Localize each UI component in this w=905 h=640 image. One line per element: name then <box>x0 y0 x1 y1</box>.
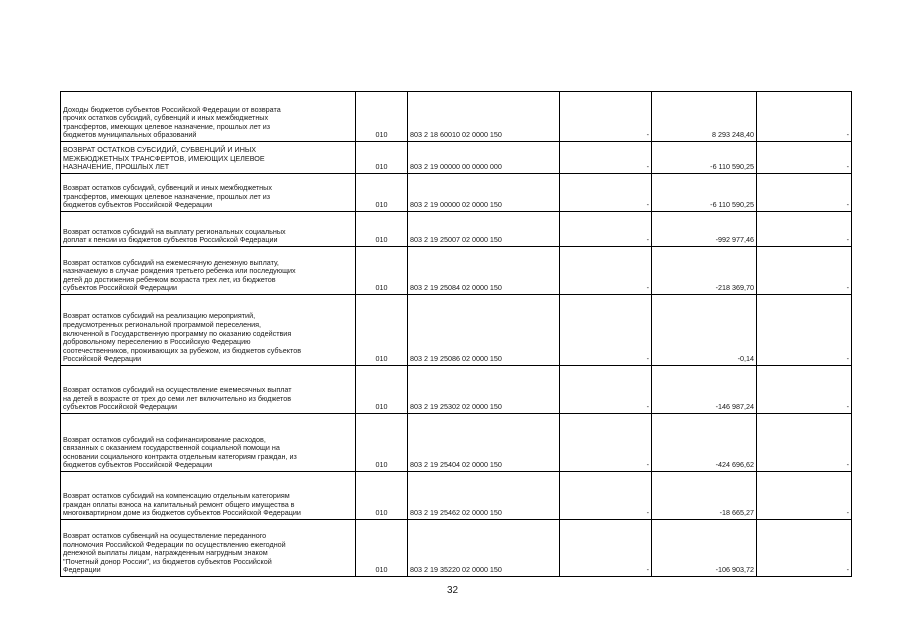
row-code-cell: 010 <box>356 212 408 247</box>
row-name-cell: Возврат остатков субсидий на выплату региональных социальных доплат к пенсии из бюджетов субъектов Российской Федерации <box>61 212 356 247</box>
row-col4-cell: - <box>560 520 652 577</box>
row-name-cell: Возврат остатков субсидий на софинансирование расходов, связанных с оказанием государственной социальной помощи на основании социального контракта отдельным категориям граждан, из бюджетов субъектов Российской Федерации <box>61 414 356 472</box>
row-name-cell: Возврат остатков субсидий на ежемесячную денежную выплату, назначаемую в случае рождения третьего ребенка или последующих детей до достижения ребенком возраста трех лет, из бюджетов субъектов Российской Федерации <box>61 247 356 295</box>
row-col4-cell: - <box>560 142 652 174</box>
row-col6-cell: - <box>757 295 852 366</box>
row-code-cell: 010 <box>356 472 408 520</box>
row-amount-cell: -218 369,70 <box>652 247 757 295</box>
page-number: 32 <box>446 585 459 596</box>
row-kbk-cell: 803 2 19 25086 02 0000 150 <box>408 295 560 366</box>
row-kbk-cell: 803 2 19 00000 02 0000 150 <box>408 174 560 212</box>
budget-report-table <box>60 91 852 577</box>
row-col6-cell: - <box>757 366 852 414</box>
table-row <box>61 92 852 142</box>
row-name-cell: Возврат остатков субвенций на осуществление переданного полномочия Российской Федерации по осуществлению ежегодной денежной выплаты лицам, награжденным нагрудным знаком "Почетный донор России", из бюджетов субъектов Российской Федерации <box>61 520 356 577</box>
row-amount-cell: -6 110 590,25 <box>652 142 757 174</box>
row-kbk-cell: 803 2 19 25007 02 0000 150 <box>408 212 560 247</box>
table-row <box>61 366 852 414</box>
row-col6-cell: - <box>757 520 852 577</box>
row-code-cell: 010 <box>356 92 408 142</box>
row-col4-cell: - <box>560 92 652 142</box>
row-name-cell: Возврат остатков субсидий, субвенций и иных межбюджетных трансфертов, имеющих целевое назначение, прошлых лет из бюджетов субъектов Российской Федерации <box>61 174 356 212</box>
row-kbk-cell: 803 2 19 00000 00 0000 000 <box>408 142 560 174</box>
row-col6-cell: - <box>757 92 852 142</box>
row-col6-cell: - <box>757 142 852 174</box>
row-col4-cell: - <box>560 212 652 247</box>
row-col6-cell: - <box>757 174 852 212</box>
row-kbk-cell: 803 2 18 60010 02 0000 150 <box>408 92 560 142</box>
row-name-cell: Доходы бюджетов субъектов Российской Федерации от возврата прочих остатков субсидий, субвенций и иных межбюджетных трансфертов, имеющих целевое назначение, прошлых лет из бюджетов муниципальных образований <box>61 92 356 142</box>
row-col4-cell: - <box>560 295 652 366</box>
row-kbk-cell: 803 2 19 25084 02 0000 150 <box>408 247 560 295</box>
row-col6-cell: - <box>757 247 852 295</box>
row-col6-cell: - <box>757 472 852 520</box>
row-col4-cell: - <box>560 414 652 472</box>
row-code-cell: 010 <box>356 247 408 295</box>
row-kbk-cell: 803 2 19 25302 02 0000 150 <box>408 366 560 414</box>
row-amount-cell: -106 903,72 <box>652 520 757 577</box>
row-col4-cell: - <box>560 174 652 212</box>
table-row <box>61 295 852 366</box>
table-row <box>61 247 852 295</box>
row-col4-cell: - <box>560 247 652 295</box>
row-kbk-cell: 803 2 19 25462 02 0000 150 <box>408 472 560 520</box>
row-col6-cell: - <box>757 414 852 472</box>
row-code-cell: 010 <box>356 174 408 212</box>
row-amount-cell: -424 696,62 <box>652 414 757 472</box>
table-row <box>61 174 852 212</box>
row-amount-cell: -992 977,46 <box>652 212 757 247</box>
row-code-cell: 010 <box>356 142 408 174</box>
row-kbk-cell: 803 2 19 35220 02 0000 150 <box>408 520 560 577</box>
row-amount-cell: -146 987,24 <box>652 366 757 414</box>
row-code-cell: 010 <box>356 520 408 577</box>
row-amount-cell: -0,14 <box>652 295 757 366</box>
row-amount-cell: 8 293 248,40 <box>652 92 757 142</box>
row-col4-cell: - <box>560 366 652 414</box>
row-code-cell: 010 <box>356 366 408 414</box>
row-name-cell: Возврат остатков субсидий на осуществление ежемесячных выплат на детей в возрасте от трех до семи лет включительно из бюджетов субъектов Российской Федерации <box>61 366 356 414</box>
row-name-cell: Возврат остатков субсидий на компенсацию отдельным категориям граждан оплаты взноса на капитальный ремонт общего имущества в многоквартирном доме из бюджетов субъектов Российской Федерации <box>61 472 356 520</box>
table-row <box>61 414 852 472</box>
table-row <box>61 472 852 520</box>
row-kbk-cell: 803 2 19 25404 02 0000 150 <box>408 414 560 472</box>
row-amount-cell: -6 110 590,25 <box>652 174 757 212</box>
row-code-cell: 010 <box>356 295 408 366</box>
row-amount-cell: -18 665,27 <box>652 472 757 520</box>
row-col4-cell: - <box>560 472 652 520</box>
row-col6-cell: - <box>757 212 852 247</box>
row-code-cell: 010 <box>356 414 408 472</box>
table-row <box>61 142 852 174</box>
table-row <box>61 212 852 247</box>
row-name-cell: ВОЗВРАТ ОСТАТКОВ СУБСИДИЙ, СУБВЕНЦИЙ И ИНЫХ МЕЖБЮДЖЕТНЫХ ТРАНСФЕРТОВ, ИМЕЮЩИХ ЦЕЛЕВОЕ НАЗНАЧЕНИЕ, ПРОШЛЫХ ЛЕТ <box>61 142 356 174</box>
table-row <box>61 520 852 577</box>
row-name-cell: Возврат остатков субсидий на реализацию мероприятий, предусмотренных региональной программой переселения, включенной в Государственную программу по оказанию содействия добровольному переселению в Российскую Федерацию соотечественников, проживающих за рубежом, из бюджетов субъектов Российской Федерации <box>61 295 356 366</box>
